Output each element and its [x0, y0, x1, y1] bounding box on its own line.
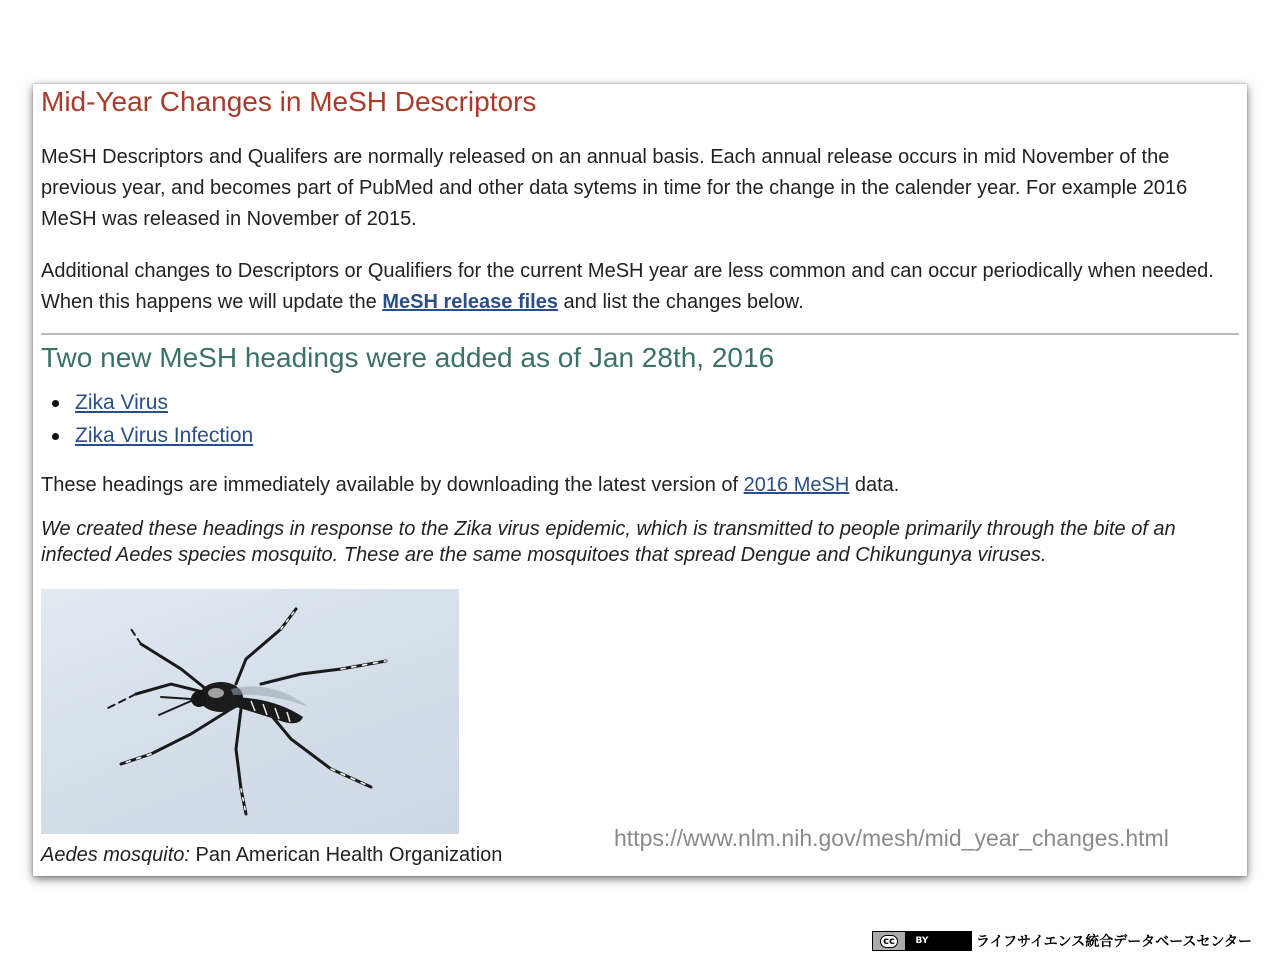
availability-paragraph — [41, 470, 899, 501]
caption-credit: Pan American Health Organization — [189, 844, 503, 866]
photo-caption — [41, 844, 502, 867]
mesh-release-files-link[interactable]: MeSH release files — [382, 291, 558, 313]
section-divider — [41, 333, 1239, 335]
by-label: BY — [905, 932, 939, 950]
availability-text-after: data. — [849, 474, 900, 496]
additional-changes-paragraph — [41, 256, 1237, 318]
mosquito-illustration — [41, 589, 459, 834]
mosquito-photo — [41, 589, 459, 834]
intro-paragraph: MeSH Descriptors and Qualifers are normally released on an annual basis. Each annual release occurs in mid November of the previous year, and becomes part of PubMed and other data sytems in time for the change in the calender year. For example 2016 MeSH was released in November of 2015. — [41, 146, 1188, 230]
cc-label: cc — [880, 935, 898, 948]
paragraph2-text-after: and list the changes below. — [557, 291, 804, 313]
bullet-icon — [52, 433, 59, 440]
list-item — [41, 386, 253, 419]
organization-name: ライフサイエンス統合データベースセンター — [976, 934, 1252, 950]
zika-virus-link[interactable]: Zika Virus — [75, 391, 168, 414]
mesh-2016-link[interactable]: 2016 MeSH — [743, 474, 850, 496]
page-title: Mid-Year Changes in MeSH Descriptors — [41, 86, 537, 117]
zika-virus-infection-link[interactable]: Zika Virus Infection — [75, 424, 254, 447]
license-footer — [872, 931, 1252, 951]
section-heading: Two new MeSH headings were added as of Jan 28th, 2016 — [41, 342, 775, 373]
source-url: https://www.nlm.nih.gov/mesh/mid_year_changes.html — [614, 825, 1169, 851]
slide-card — [33, 84, 1247, 876]
bullet-icon — [52, 400, 59, 407]
zika-note: We created these headings in response to the Zika virus epidemic, which is transmitted to people primarily through the bite of an infected Aedes species mosquito. These are the same mosquitoes that spread Dengue and Chikungunya viruses. — [41, 518, 1176, 566]
availability-text-before: These headings are immediately available by downloading the latest version of — [41, 474, 744, 496]
list-item — [41, 419, 253, 452]
new-headings-list — [41, 386, 253, 452]
caption-species: Aedes mosquito: — [41, 844, 190, 866]
paragraph2-text-before: Additional changes to Descriptors or Qualifiers for the current MeSH year are less common and can occur periodically when needed. When this happens we will update the — [41, 260, 1214, 313]
cc-by-icon — [872, 931, 972, 951]
